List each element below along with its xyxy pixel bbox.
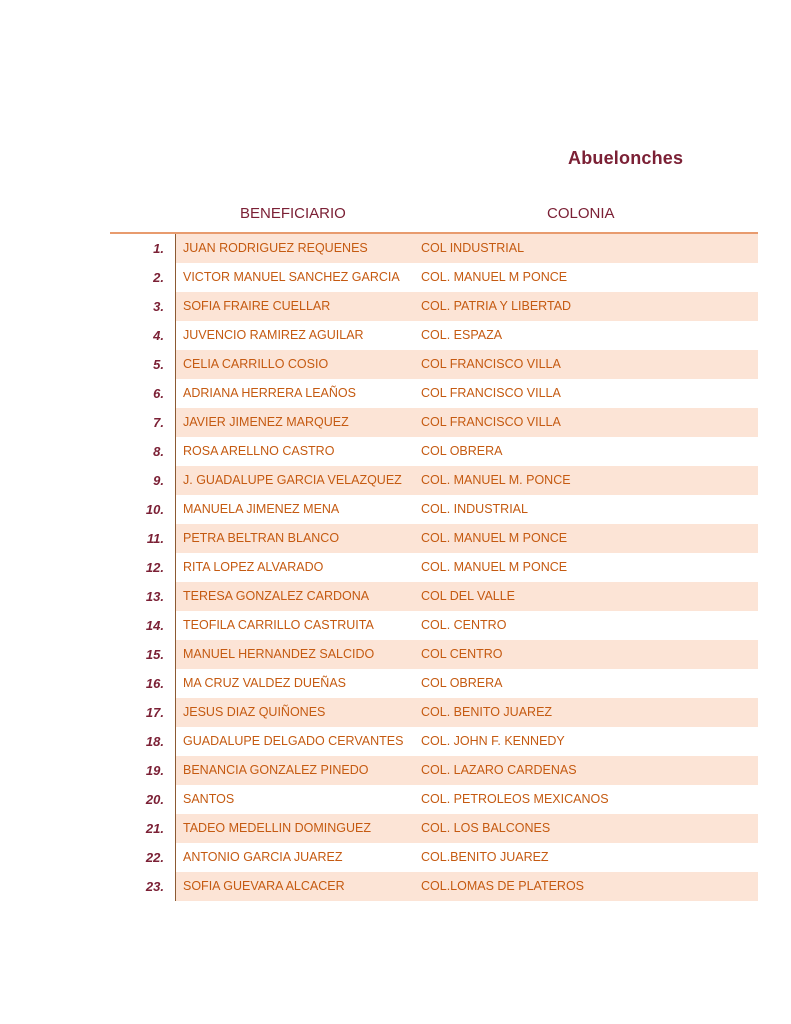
table-row [110, 611, 758, 640]
beneficiario-cell: ROSA ARELLNO CASTRO [183, 444, 335, 458]
row-content [176, 785, 758, 814]
colonia-cell: COL. MANUEL M PONCE [421, 560, 568, 574]
row-number: 10. [110, 495, 176, 524]
colonia-cell: COL. PATRIA Y LIBERTAD [421, 299, 572, 313]
table-row [110, 814, 758, 843]
beneficiario-cell: TERESA GONZALEZ CARDONA [183, 589, 370, 603]
colonia-cell: COL CENTRO [421, 647, 503, 661]
colonia-cell: COL FRANCISCO VILLA [421, 415, 561, 429]
row-number: 22. [110, 843, 176, 872]
row-number: 7. [110, 408, 176, 437]
beneficiario-cell: TADEO MEDELLIN DOMINGUEZ [183, 821, 371, 835]
row-content [176, 843, 758, 872]
row-number: 6. [110, 379, 176, 408]
column-header-colonia: COLONIA [547, 205, 615, 222]
table-row [110, 582, 758, 611]
colonia-cell: COL.BENITO JUAREZ [421, 850, 549, 864]
beneficiario-cell: MA CRUZ VALDEZ DUEÑAS [183, 676, 346, 690]
row-number: 2. [110, 263, 176, 292]
row-content [176, 350, 758, 379]
row-content [176, 814, 758, 843]
table-row [110, 785, 758, 814]
table-row [110, 379, 758, 408]
colonia-cell: COL. LAZARO CARDENAS [421, 763, 577, 777]
row-content [176, 466, 758, 495]
beneficiario-cell: JUVENCIO RAMIREZ AGUILAR [183, 328, 364, 342]
row-number: 12. [110, 553, 176, 582]
beneficiario-cell: SANTOS [183, 792, 235, 806]
table-row [110, 524, 758, 553]
beneficiario-cell: JESUS DIAZ QUIÑONES [183, 705, 326, 719]
row-content [176, 582, 758, 611]
table-row [110, 495, 758, 524]
row-number: 14. [110, 611, 176, 640]
row-content [176, 321, 758, 350]
table-row [110, 234, 758, 263]
beneficiario-cell: GUADALUPE DELGADO CERVANTES [183, 734, 404, 748]
row-number: 11. [110, 524, 176, 553]
row-content [176, 872, 758, 901]
beneficiario-cell: JAVIER JIMENEZ MARQUEZ [183, 415, 349, 429]
table-row [110, 553, 758, 582]
beneficiario-cell: CELIA CARRILLO COSIO [183, 357, 329, 371]
table-row [110, 292, 758, 321]
row-content [176, 640, 758, 669]
colonia-cell: COL. MANUEL M PONCE [421, 531, 568, 545]
row-number: 4. [110, 321, 176, 350]
colonia-cell: COL. BENITO JUAREZ [421, 705, 553, 719]
beneficiario-cell: RITA LOPEZ ALVARADO [183, 560, 324, 574]
table-row [110, 408, 758, 437]
colonia-cell: COL OBRERA [421, 676, 503, 690]
beneficiario-cell: VICTOR MANUEL SANCHEZ GARCIA [183, 270, 400, 284]
beneficiario-cell: ANTONIO GARCIA JUAREZ [183, 850, 343, 864]
beneficiario-cell: SOFIA FRAIRE CUELLAR [183, 299, 331, 313]
table-row [110, 698, 758, 727]
colonia-cell: COL.LOMAS DE PLATEROS [421, 879, 585, 893]
row-number: 21. [110, 814, 176, 843]
row-content [176, 437, 758, 466]
beneficiary-table [110, 232, 758, 901]
table-row [110, 669, 758, 698]
row-content [176, 698, 758, 727]
column-header-beneficiario: BENEFICIARIO [240, 205, 346, 222]
row-content [176, 553, 758, 582]
row-number: 17. [110, 698, 176, 727]
row-content [176, 756, 758, 785]
table-row [110, 640, 758, 669]
row-number: 16. [110, 669, 176, 698]
colonia-cell: COL. JOHN F. KENNEDY [421, 734, 565, 748]
beneficiario-cell: ADRIANA HERRERA LEAÑOS [183, 386, 356, 400]
row-content [176, 379, 758, 408]
row-content [176, 727, 758, 756]
row-content [176, 234, 758, 263]
colonia-cell: COL FRANCISCO VILLA [421, 386, 561, 400]
table-row [110, 756, 758, 785]
colonia-cell: COL INDUSTRIAL [421, 241, 525, 255]
row-content [176, 669, 758, 698]
row-number: 9. [110, 466, 176, 495]
table-row [110, 872, 758, 901]
table-row [110, 350, 758, 379]
table-row [110, 321, 758, 350]
beneficiario-cell: J. GUADALUPE GARCIA VELAZQUEZ [183, 473, 402, 487]
row-content [176, 495, 758, 524]
colonia-cell: COL DEL VALLE [421, 589, 516, 603]
row-number: 5. [110, 350, 176, 379]
row-number: 15. [110, 640, 176, 669]
row-content [176, 263, 758, 292]
colonia-cell: COL FRANCISCO VILLA [421, 357, 561, 371]
table-row [110, 437, 758, 466]
colonia-cell: COL OBRERA [421, 444, 503, 458]
colonia-cell: COL. INDUSTRIAL [421, 502, 528, 516]
colonia-cell: COL. CENTRO [421, 618, 507, 632]
row-number: 19. [110, 756, 176, 785]
row-number: 20. [110, 785, 176, 814]
colonia-cell: COL. PETROLEOS MEXICANOS [421, 792, 609, 806]
row-content [176, 611, 758, 640]
beneficiario-cell: MANUEL HERNANDEZ SALCIDO [183, 647, 375, 661]
page-title: Abuelonches [568, 148, 684, 168]
beneficiario-cell: JUAN RODRIGUEZ REQUENES [183, 241, 368, 255]
table-row [110, 466, 758, 495]
row-content [176, 524, 758, 553]
beneficiario-cell: SOFIA GUEVARA ALCACER [183, 879, 345, 893]
row-number: 8. [110, 437, 176, 466]
colonia-cell: COL. MANUEL M. PONCE [421, 473, 571, 487]
row-content [176, 292, 758, 321]
table-row [110, 843, 758, 872]
row-number: 23. [110, 872, 176, 901]
row-number: 1. [110, 234, 176, 263]
colonia-cell: COL. MANUEL M PONCE [421, 270, 568, 284]
colonia-cell: COL. ESPAZA [421, 328, 503, 342]
row-number: 13. [110, 582, 176, 611]
row-number: 18. [110, 727, 176, 756]
row-number: 3. [110, 292, 176, 321]
table-row [110, 263, 758, 292]
table-row [110, 727, 758, 756]
row-content [176, 408, 758, 437]
beneficiario-cell: BENANCIA GONZALEZ PINEDO [183, 763, 369, 777]
beneficiario-cell: PETRA BELTRAN BLANCO [183, 531, 340, 545]
beneficiario-cell: TEOFILA CARRILLO CASTRUITA [183, 618, 374, 632]
colonia-cell: COL. LOS BALCONES [421, 821, 551, 835]
beneficiario-cell: MANUELA JIMENEZ MENA [183, 502, 340, 516]
